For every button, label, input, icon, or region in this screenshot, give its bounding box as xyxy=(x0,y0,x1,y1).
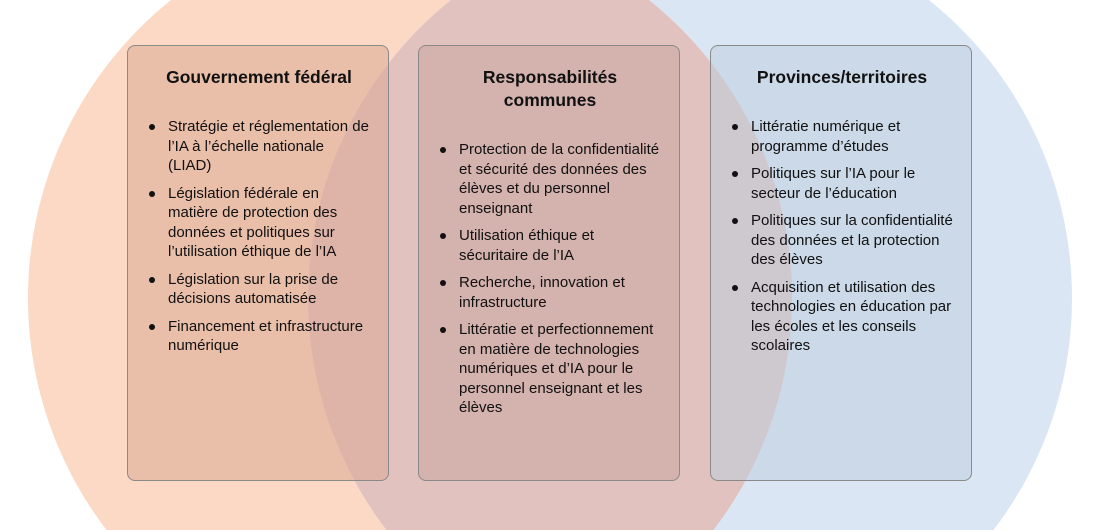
list-item: Financement et infrastructure numérique xyxy=(148,317,370,356)
list-item: Politiques sur la confidentialité des données et la protection des élèves xyxy=(731,211,953,270)
shared-title: Responsabilités communes xyxy=(482,67,618,110)
shared-panel xyxy=(418,45,680,481)
provincial-title: Provinces/territoires xyxy=(756,67,928,87)
list-item: Stratégie et réglementation de l’IA à l’échelle nationale (LIAD) xyxy=(148,117,370,176)
list-item: Législation fédérale en matière de protection des données et politiques sur l’utilisation éthique de l’IA xyxy=(148,184,370,262)
list-item: Utilisation éthique et sécuritaire de l’IA xyxy=(439,226,661,265)
provincial-list xyxy=(731,117,953,356)
list-item: Acquisition et utilisation des technologies en éducation par les écoles et les conseils scolaires xyxy=(731,278,953,356)
list-item: Protection de la confidentialité et sécurité des données des élèves et du personnel enseignant xyxy=(439,140,661,218)
federal-panel xyxy=(127,45,389,481)
provincial-panel xyxy=(710,45,972,481)
federal-title: Gouvernement fédéral xyxy=(166,67,352,87)
federal-list xyxy=(148,117,370,356)
list-item: Littératie numérique et programme d’études xyxy=(731,117,953,156)
shared-list xyxy=(439,140,661,418)
list-item: Politiques sur l’IA pour le secteur de l’éducation xyxy=(731,164,953,203)
list-item: Recherche, innovation et infrastructure xyxy=(439,273,661,312)
list-item: Législation sur la prise de décisions automatisée xyxy=(148,270,370,309)
list-item: Littératie et perfectionnement en matière de technologies numériques et d’IA pour le personnel enseignant et les élèves xyxy=(439,320,661,418)
